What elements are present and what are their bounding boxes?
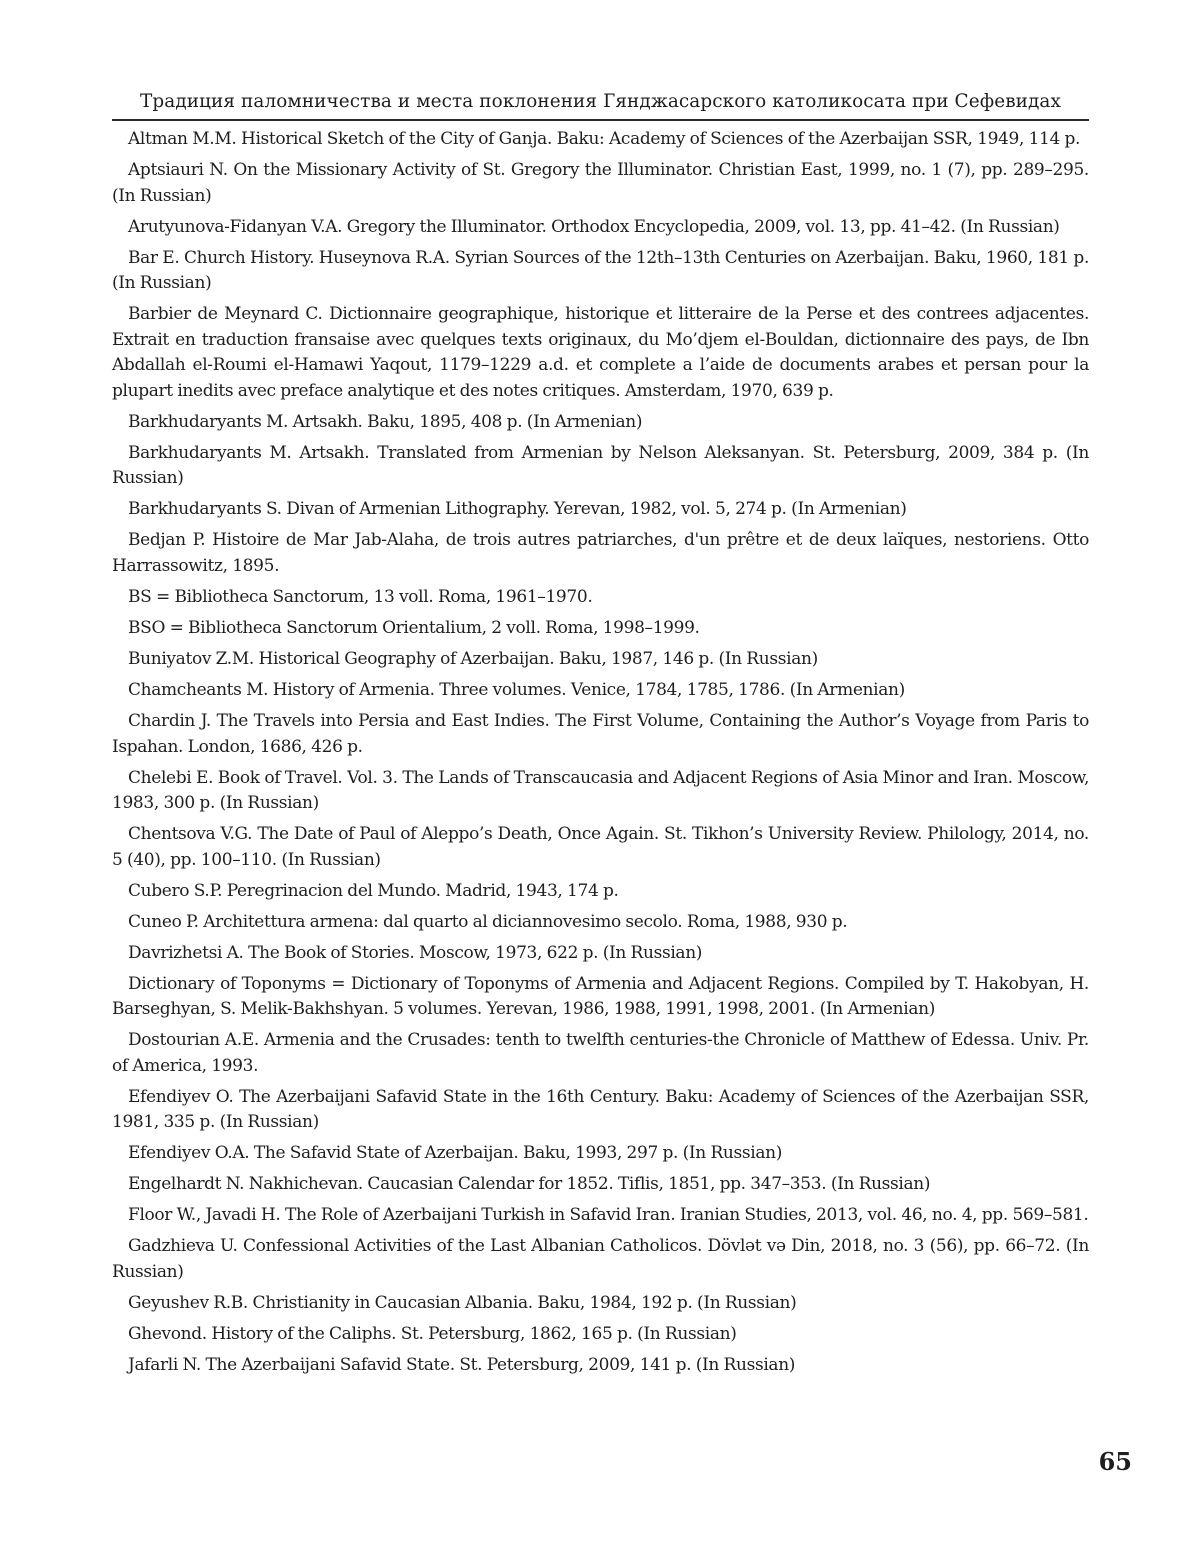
reference-entry: Bar E. Church History. Huseynova R.A. Syrian Sources of the 12th–13th Centuries on Azerbaijan. Baku, 1960, 181 p. (In Russian) [112,246,1089,297]
reference-entry: Davrizhetsi A. The Book of Stories. Moscow, 1973, 622 p. (In Russian) [112,941,1089,967]
reference-entry: BS = Bibliotheca Sanctorum, 13 voll. Roma, 1961–1970. [112,585,1089,611]
reference-entry: Engelhardt N. Nakhichevan. Caucasian Calendar for 1852. Tiflis, 1851, pp. 347–353. (In Russian) [112,1172,1089,1198]
reference-entry: Dostourian A.E. Armenia and the Crusades: tenth to twelfth centuries-the Chronicle of Matthew of Edessa. Univ. Pr. of America, 1993. [112,1028,1089,1079]
reference-entry: Chentsova V.G. The Date of Paul of Aleppo’s Death, Once Again. St. Tikhon’s University Review. Philology, 2014, no. 5 (40), pp. 100–110. (In Russian) [112,822,1089,873]
reference-entry: Gadzhieva U. Confessional Activities of the Last Albanian Catholicos. Dövlət və Din, 2018, no. 3 (56), pp. 66–72. (In Russian) [112,1234,1089,1285]
reference-entry: Arutyunova-Fidanyan V.A. Gregory the Illuminator. Orthodox Encyclopedia, 2009, vol. 13, pp. 41–42. (In Russian) [112,215,1089,241]
reference-entry: Barbier de Meynard C. Dictionnaire geographique, historique et litteraire de la Perse et des contrees adjacentes. Extrait en traduction fransaise avec quelques texts originaux, du Mo’djem el-Bouldan, dictionnaire des pays, de Ibn Abdallah el-Roumi el-Hamawi Yaqout, 1179–1229 a.d. et complete a l’aide de documents arabes et persan pour la plupart inedits avec preface analytique et des notes critiques. Amsterdam, 1970, 639 p. [112,302,1089,404]
reference-entry: Bedjan P. Histoire de Mar Jab-Alaha, de trois autres patriarches, d'un prêtre et de deux laïques, nestoriens. Otto Harrassowitz, 1895. [112,528,1089,579]
reference-entry: Dictionary of Toponyms = Dictionary of Toponyms of Armenia and Adjacent Regions. Compiled by T. Hakobyan, H. Barseghyan, S. Melik-Bakhshyan. 5 volumes. Yerevan, 1986, 1988, 1991, 1998, 2001. (In Armenian) [112,972,1089,1023]
reference-entry: Barkhudaryants S. Divan of Armenian Lithography. Yerevan, 1982, vol. 5, 274 p. (In Armenian) [112,497,1089,523]
reference-entry: Barkhudaryants M. Artsakh. Baku, 1895, 408 p. (In Armenian) [112,410,1089,436]
reference-entry: Floor W., Javadi H. The Role of Azerbaijani Turkish in Safavid Iran. Iranian Studies, 2013, vol. 46, no. 4, pp. 569–581. [112,1203,1089,1229]
reference-entry: Efendiyev O.A. The Safavid State of Azerbaijan. Baku, 1993, 297 p. (In Russian) [112,1141,1089,1167]
page-number: 65 [1096,1447,1132,1477]
reference-entry: BSO = Bibliotheca Sanctorum Orientalium, 2 voll. Roma, 1998–1999. [112,616,1089,642]
reference-list [112,127,1089,1384]
reference-entry: Ghevond. History of the Caliphs. St. Petersburg, 1862, 165 p. (In Russian) [112,1322,1089,1348]
reference-entry: Buniyatov Z.M. Historical Geography of Azerbaijan. Baku, 1987, 146 p. (In Russian) [112,647,1089,673]
reference-entry: Chelebi E. Book of Travel. Vol. 3. The Lands of Transcaucasia and Adjacent Regions of Asia Minor and Iran. Moscow, 1983, 300 p. (In Russian) [112,766,1089,817]
reference-entry: Geyushev R.B. Christianity in Caucasian Albania. Baku, 1984, 192 p. (In Russian) [112,1291,1089,1317]
reference-entry: Efendiyev O. The Azerbaijani Safavid State in the 16th Century. Baku: Academy of Sciences of the Azerbaijan SSR, 1981, 335 p. (In Russian) [112,1085,1089,1136]
reference-entry: Cubero S.P. Peregrinacion del Mundo. Madrid, 1943, 174 p. [112,879,1089,905]
reference-entry: Barkhudaryants M. Artsakh. Translated from Armenian by Nelson Aleksanyan. St. Petersburg, 2009, 384 p. (In Russian) [112,441,1089,492]
reference-entry: Chardin J. The Travels into Persia and East Indies. The First Volume, Containing the Author’s Voyage from Paris to Ispahan. London, 1686, 426 p. [112,709,1089,760]
reference-entry: Aptsiauri N. On the Missionary Activity of St. Gregory the Illuminator. Christian East, 1999, no. 1 (7), pp. 289–295. (In Russian) [112,158,1089,209]
reference-entry: Cuneo P. Architettura armena: dal quarto al diciannovesimo secolo. Roma, 1988, 930 p. [112,910,1089,936]
reference-entry: Jafarli N. The Azerbaijani Safavid State. St. Petersburg, 2009, 141 p. (In Russian) [112,1353,1089,1379]
reference-entry: Chamcheants M. History of Armenia. Three volumes. Venice, 1784, 1785, 1786. (In Armenian) [112,678,1089,704]
running-header: Традиция паломничества и места поклонения Гянджасарского католикосата при Сефевидах [112,88,1089,121]
reference-entry: Altman M.M. Historical Sketch of the City of Ganja. Baku: Academy of Sciences of the Azerbaijan SSR, 1949, 114 p. [112,127,1089,153]
